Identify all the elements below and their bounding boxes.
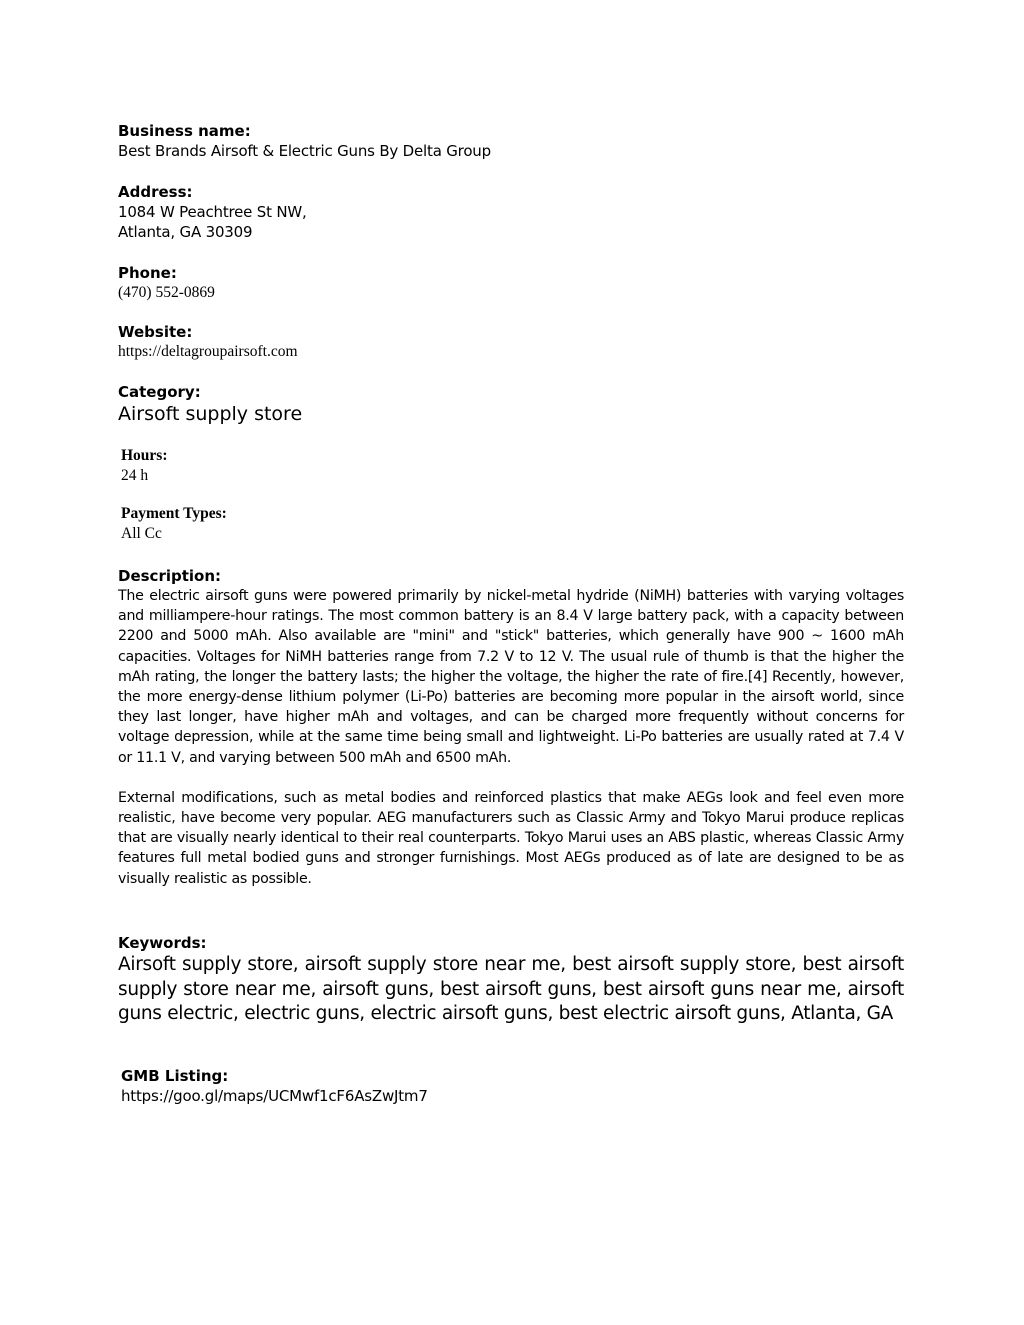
gmb-listing-link[interactable]: https://goo.gl/maps/UCMwf1cF6AsZwJtm7 — [121, 1087, 428, 1105]
gmb-listing-label: GMB Listing: — [121, 1067, 229, 1085]
keywords-value: Airsoft supply store, airsoft supply store near me, best airsoft supply store, best airsoft supply store near me, airsoft guns, best airsoft guns, best airsoft guns near me, airsoft guns electric, electric guns, electric airsoft guns, best electric airsoft guns, Atlanta, GA — [118, 954, 904, 1024]
description-label: Description: — [118, 567, 222, 585]
address-label: Address: — [118, 183, 193, 201]
address-line-1: 1084 W Peachtree St NW, — [118, 203, 307, 221]
payment-types-label: Payment Types: — [121, 505, 227, 522]
category-section — [118, 382, 904, 426]
business-name-label: Business name: — [118, 122, 251, 140]
phone-label: Phone: — [118, 264, 177, 282]
hours-value: 24 h — [121, 467, 149, 484]
hours-section — [121, 446, 907, 486]
business-name-value: Best Brands Airsoft & Electric Guns By Delta Group — [118, 142, 491, 160]
description-section — [118, 566, 904, 889]
description-paragraph-1: The electric airsoft guns were powered primarily by nickel-metal hydride (NiMH) batteries with varying voltages and milliampere-hour ratings. The most common battery is an 8.4 V large battery pack, with a capacity between 2200 and 5000 mAh. Also available are "mini" and "stick" batteries, which generally have 900 ~ 1600 mAh capacities. Voltages for NiMH batteries range from 7.2 V to 12 V. The usual rule of thumb is that the higher the mAh rating, the longer the battery lasts; the higher the voltage, the higher the rate of fire.[4] Recently, however, the more energy-dense lithium polymer (Li-Po) batteries are becoming more popular in the airsoft world, since they last longer, have higher mAh and voltages, and can be charged more frequently without concerns for voltage depression, while at the same time being small and lightweight. Li-Po batteries are usually rated at 7.4 V or 11.1 V, and varying between 500 mAh and 6500 mAh. — [118, 588, 904, 766]
hours-label: Hours: — [121, 447, 168, 464]
phone-value: (470) 552-0869 — [118, 284, 215, 301]
address-line-2: Atlanta, GA 30309 — [118, 223, 253, 241]
gmb-listing-section — [121, 1066, 907, 1106]
description-paragraph-2: External modifications, such as metal bodies and reinforced plastics that make AEGs look and feel even more realistic, have become very popular. AEG manufacturers such as Classic Army and Tokyo Marui produce replicas that are visually nearly identical to their real counterparts. Tokyo Marui uses an ABS plastic, whereas Classic Army features full metal bodied guns and stronger furnishings. Most AEGs produced as of late are designed to be as visually realistic as possible. — [118, 789, 904, 887]
website-value: https://deltagroupairsoft.com — [118, 343, 298, 360]
address-section — [118, 182, 904, 242]
category-label: Category: — [118, 383, 201, 401]
phone-section — [118, 263, 904, 303]
website-section — [118, 322, 904, 362]
payment-types-section — [121, 504, 907, 544]
keywords-section — [118, 933, 904, 1027]
payment-types-value: All Cc — [121, 525, 162, 542]
keywords-label: Keywords: — [118, 934, 207, 952]
category-value: Airsoft supply store — [118, 403, 303, 425]
website-label: Website: — [118, 323, 193, 341]
business-name-section — [118, 121, 904, 161]
